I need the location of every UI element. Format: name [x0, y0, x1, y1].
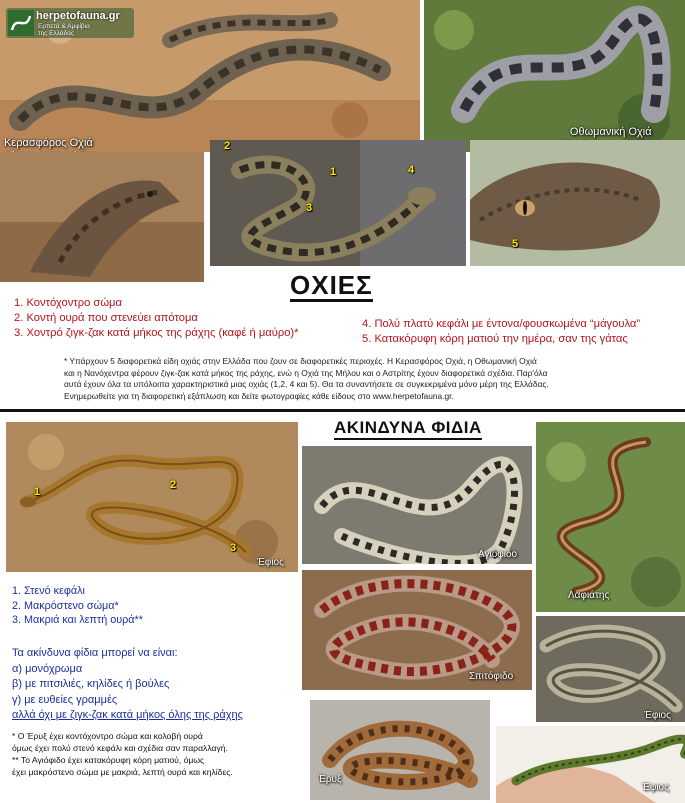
photo-viper-eye: [470, 140, 685, 266]
harmless-footnotes: * Ο Έρυξ έχει κοντόχοντρο σώμα και κολοβή ουρά όμως έχει πολύ στενό κεφάλι και σχέδια σαν παραλλαγή. ** Το Αγιόφιδο έχει κατακόρυφη κόρη ματιού, όμως έχει μακρόστενο σώμα με μακριά, λεπτή ουρά και κηλίδες.: [12, 731, 233, 777]
feature-number-label: 1: [34, 486, 41, 498]
caption-spitofido: Σπιτόφιδο: [469, 671, 514, 682]
caption-efios-3: Έφιος: [642, 782, 669, 793]
site-logo[interactable]: [6, 8, 134, 38]
logo-tagline: Ερπετά & Αμφίβια της Ελλάδας: [38, 23, 90, 37]
feature-number-label: 2: [170, 479, 177, 491]
caption-eryx: Έρυξ: [318, 774, 342, 785]
viper-species-note: * Υπάρχουν 5 διαφορετικά είδη οχιάς στην Ελλάδα που ζουν σε διαφορετικές περιοχές. Η Κερασφόρος Οχιά, η Οθωμανική Οχιά και η Νανόχεντρα φέρουν ζιγκ-ζακ κατά μήκος της ράχης, ενώ η Οχιά της Μήλου και ο Αστρίτης έχουν διαφορετικά σχέδια. Παρ'όλα αυτά έχουν όλα τα υπόλοιπα χαρακτηριστικά μιας οχιάς (1,2, 4 και 5). Θα τα συναντήσετε σε συγκεκριμένα μόνο μέρη της Ελλάδας. Ενημερωθείτε για τη διαφορετική εξάπλωση και δείτε φωτογραφίες κάθε είδους στο www.herpetofauna.gr.: [64, 356, 549, 401]
list-item: γ) με ευθείες γραμμές: [12, 693, 118, 706]
caption-vipera-ammodytes: Κερασφόρος Οχιά: [4, 137, 93, 149]
logo-site-name: herpetofauna.gr: [36, 10, 120, 22]
section-title-harmless: ΑΚΙΝΔΥΝΑ ΦΙΔΙΑ: [334, 418, 482, 440]
list-item: 1. Στενό κεφάλι: [12, 585, 85, 597]
photo-viper-features: [210, 140, 466, 266]
photo-agiofido: [302, 446, 532, 564]
caption-efios-2: Έφιος: [644, 710, 671, 721]
harmless-patterns: [12, 646, 243, 724]
patterns-intro: Τα ακίνδυνα φίδια μπορεί να είναι:: [12, 647, 178, 659]
list-item: β) με πιτσιλιές, κηλίδες ή βούλες: [12, 678, 170, 690]
photo-efios-gray: [536, 616, 685, 722]
caption-agiofido: Αγιόφιδο: [478, 549, 518, 560]
section-divider: [0, 409, 685, 412]
feature-number-label: 4: [408, 164, 415, 176]
viper-features-left: [14, 296, 299, 341]
list-item: 5. Κατακόρυφη κόρη ματιού την ημέρα, σαν της γάτας: [362, 333, 628, 345]
list-item: 2. Κοντή ουρά που στενεύει απότομα: [14, 312, 198, 324]
photo-viper-head-left: [0, 152, 204, 282]
list-item: α) μονόχρωμα: [12, 662, 83, 675]
feature-number-label: 3: [306, 202, 313, 214]
photo-lafiatis: [536, 422, 685, 612]
caption-lafiatis: Λαφιάτης: [568, 590, 610, 601]
caption-efios: Έφιος: [257, 557, 284, 568]
photo-efios-features: [6, 422, 298, 572]
viper-features-right: [362, 317, 640, 347]
harmless-features: [12, 584, 143, 628]
caption-montivipera-xanthina: Οθωμανική Οχιά: [569, 126, 652, 138]
feature-number-label: 3: [230, 542, 237, 554]
list-item: 1. Κοντόχοντρο σώμα: [14, 297, 122, 309]
list-item: 4. Πολύ πλατύ κεφάλι με έντονα/φουσκωμένα “μάγουλα”: [362, 318, 641, 330]
section-title-vipers: ΟΧΙΕΣ: [290, 272, 373, 302]
snake-logo-icon: [8, 10, 34, 36]
patterns-exception: αλλά όχι με ζιγκ-ζακ κατά μήκος όλης της ράχης: [12, 709, 243, 721]
feature-number-label: 5: [512, 238, 519, 250]
list-item: 3. Μακριά και λεπτή ουρά**: [12, 614, 143, 626]
feature-number-label: 2: [224, 140, 231, 152]
list-item: 3. Χοντρό ζιγκ-ζακ κατά μήκος της ράχης (καφέ ή μαύρο)*: [14, 327, 299, 339]
feature-number-label: 1: [330, 166, 337, 178]
list-item: 2. Μακρόστενο σώμα*: [12, 599, 119, 612]
